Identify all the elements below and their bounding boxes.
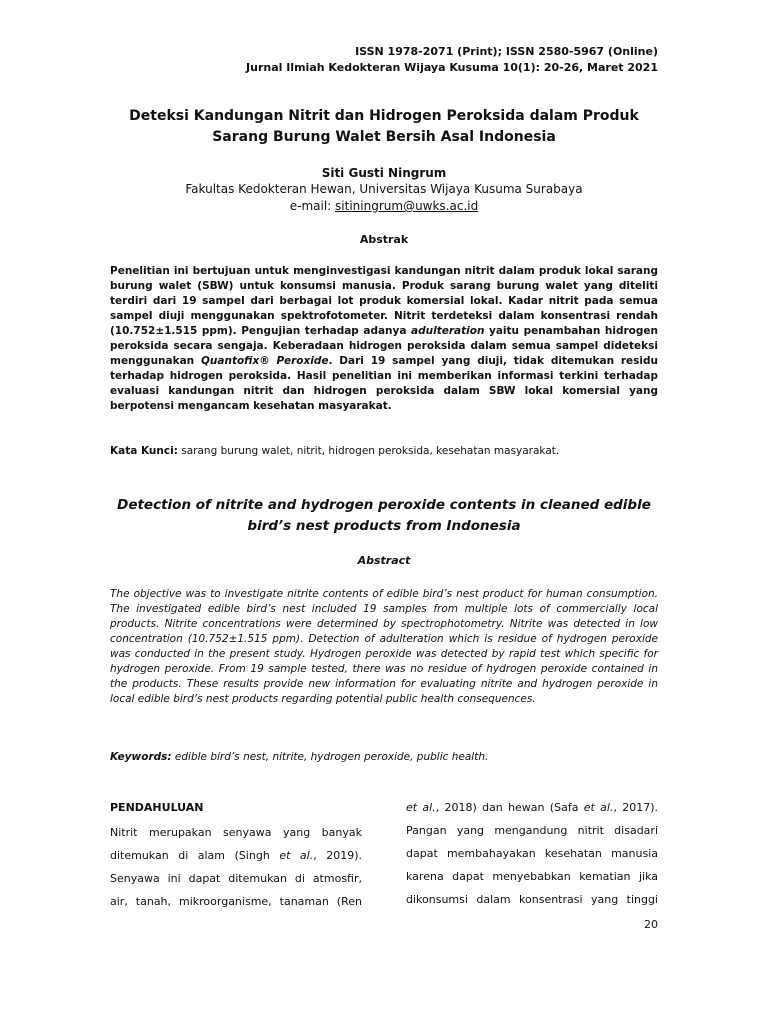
abstrak-text-1: Penelitian ini bertujuan untuk menginvestigasi kandungan nitrit dalam produk lokal sarang burung walet (SBW) untuk konsumsi manusia. Produk sarang burung walet yang diteliti terdiri dari 19 sampel dari berbagai lot produk komersial lokal. Kadar nitrit pada semua sampel diuji menggunakan spektrofotometer. Nitrit terdeteksi dalam konsentrasi rendah (10.752±1.515 ppm). Pengujian terhadap adanya: [110, 265, 658, 337]
abstrak-body: [110, 264, 658, 414]
left-line-1: Nitrit merupakan senyawa yang banyak: [110, 826, 362, 839]
left-line-2: [110, 844, 362, 867]
keywords-label: Keywords:: [110, 751, 172, 763]
left-line-2a: ditemukan di alam (Singh: [110, 849, 280, 862]
body-column-left: [110, 796, 362, 913]
left-line-3: Senyawa ini dapat ditemukan di atmosfir,: [110, 872, 362, 885]
abstrak-term-adulteration: adulteration: [411, 325, 485, 337]
keywords-text: edible bird’s nest, nitrite, hydrogen peroxide, public health.: [171, 751, 489, 763]
right-line-2: Pangan yang mengandung nitrit disadari: [406, 824, 658, 837]
right-etal-1: et al.: [406, 801, 436, 814]
left-line-2b: , 2019).: [313, 849, 362, 862]
left-line-4: air, tanah, mikroorganisme, tanaman (Ren: [110, 895, 362, 908]
abstrak-term-quantofix: Quantofix® Peroxide: [200, 355, 329, 367]
right-line-1b: , 2017).: [613, 801, 659, 814]
abstract-heading: Abstract: [357, 554, 411, 567]
journal-citation: Jurnal Ilmiah Kedokteran Wijaya Kusuma 10(1): 20-26, Maret 2021: [246, 61, 658, 74]
keywords: [110, 750, 658, 765]
kata-kunci: [110, 444, 658, 459]
right-line-1: [406, 796, 658, 819]
kata-kunci-label: Kata Kunci:: [110, 445, 178, 457]
abstract-body: The objective was to investigate nitrite contents of edible bird’s nest product for human consumption. The investigated edible bird’s nest included 19 samples from multiple lots of commercially local products. Nitrite concentrations were determined by spectrophotometry. Nitrite was detected in low concentration (10.752±1.515 ppm). Detection of adulteration which is residue of hydrogen peroxide was conducted in the present study. Hydrogen peroxide was detected by rapid test which specific for hydrogen peroxide. From 19 sample tested, there was no residue of hydrogen peroxide contained in the products. These results provide new information for evaluating nitrite and hydrogen peroxide in local edible bird’s nest products regarding potential public health consequences.: [110, 588, 658, 705]
kata-kunci-text: sarang burung walet, nitrit, hidrogen peroksida, kesehatan masyarakat.: [177, 445, 560, 457]
abstrak-text-3: . Dari 19 sampel yang diuji, tidak ditemukan residu terhadap hidrogen peroksida. Hasil penelitian ini memberikan informasi terkini terhadap evaluasi kandungan nitrit dan hidrogen peroksida dalam SBW lokal komersial yang berpotensi mengancam kesehatan masyarakat.: [110, 355, 659, 412]
email-link[interactable]: sitiningrum@uwks.ac.id: [335, 199, 479, 213]
article-title-indonesian: Deteksi Kandungan Nitrit dan Hidrogen Peroksida dalam Produk Sarang Burung Walet Bersih Asal Indonesia: [129, 108, 639, 145]
author-email: [110, 198, 658, 214]
right-line-4: karena dapat menyebabkan kematian jika: [406, 870, 658, 883]
author-name: Siti Gusti Ningrum: [321, 166, 447, 180]
author-affiliation: Fakultas Kedokteran Hewan, Universitas Wijaya Kusuma Surabaya: [185, 182, 583, 196]
right-etal-2: et al.: [583, 801, 614, 814]
right-line-5: dikonsumsi dalam konsentrasi yang tinggi: [406, 893, 658, 906]
right-line-1a: , 2018) dan hewan (Safa: [435, 801, 584, 814]
article-title-english: Detection of nitrite and hydrogen peroxide contents in cleaned edible bird’s nest products from Indonesia: [117, 497, 651, 534]
abstrak-text-2: yaitu penambahan hidrogen peroksida secara sengaja. Keberadaan hidrogen peroksida dalam semua sampel dideteksi menggunakan: [110, 325, 658, 367]
left-etal: et al.: [279, 849, 314, 862]
body-column-right: [406, 796, 658, 911]
section-heading: PENDAHULUAN: [110, 801, 204, 814]
abstrak-heading: Abstrak: [359, 233, 409, 246]
right-line-3: dapat membahayakan kesehatan manusia: [406, 847, 658, 860]
page-number: 20: [644, 918, 658, 931]
email-label: e-mail:: [289, 199, 336, 213]
issn-line: ISSN 1978-2071 (Print); ISSN 2580-5967 (Online): [355, 45, 658, 58]
